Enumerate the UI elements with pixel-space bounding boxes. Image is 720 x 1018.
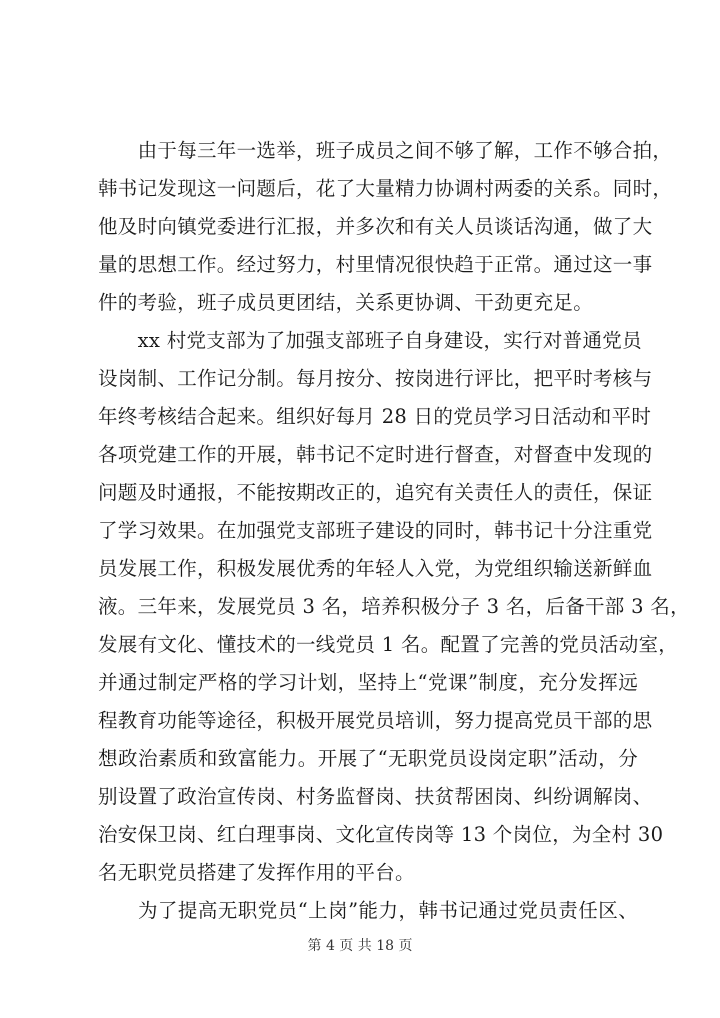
text-line: 由于每三年一选举，班子成员之间不够了解，工作不够合拍， [98, 139, 673, 162]
text-line: xx 村党支部为了加强支部班子自身建设，实行对普通党员 [98, 329, 642, 352]
text-line: 韩书记发现这一问题后，花了大量精力协调村两委的关系。同时， [98, 177, 673, 200]
text-line: 件的考验，班子成员更团结，关系更协调、干劲更充足。 [98, 291, 594, 314]
text-line: 了学习效果。在加强党支部班子建设的同时，韩书记十分注重党 [98, 519, 653, 542]
text-line: 治安保卫岗、红白理事岗、文化宣传岗等 13 个岗位，为全村 30 [98, 823, 664, 846]
body-text [98, 132, 690, 930]
text-line: 液。三年来，发展党员 3 名，培养积极分子 3 名，后备干部 3 名， [98, 595, 690, 618]
text-line: 名无职党员搭建了发挥作用的平台。 [98, 861, 415, 884]
text-line: 发展有文化、懂技术的一线党员 1 名。配置了完善的党员活动室， [98, 633, 679, 656]
text-line: 问题及时通报，不能按期改正的，追究有关责任人的责任，保证 [98, 481, 653, 504]
text-line: 程教育功能等途径，积极开展党员培训，努力提高党员干部的思 [98, 709, 653, 732]
page-footer: 第 4 页 共 18 页 [307, 938, 413, 954]
text-line: 别设置了政治宣传岗、村务监督岗、扶贫帮困岗、纠纷调解岗、 [98, 785, 653, 808]
text-line: 设岗制、工作记分制。每月按分、按岗进行评比，把平时考核与 [98, 367, 653, 390]
text-line: 员发展工作，积极发展优秀的年轻人入党，为党组织输送新鲜血 [98, 557, 653, 580]
text-line: 并通过制定严格的学习计划，坚持上“党课”制度，充分发挥远 [98, 671, 638, 694]
text-line: 想政治素质和致富能力。开展了“无职党员设岗定职”活动，分 [98, 747, 638, 770]
text-line: 年终考核结合起来。组织好每月 28 日的党员学习日活动和平时 [98, 405, 652, 428]
text-line: 量的思想工作。经过努力，村里情况很快趋于正常。通过这一事 [98, 253, 653, 276]
text-line: 他及时向镇党委进行汇报，并多次和有关人员谈话沟通，做了大 [98, 215, 653, 238]
text-line: 为了提高无职党员“上岗”能力，韩书记通过党员责任区、 [98, 899, 638, 922]
text-line: 各项党建工作的开展，韩书记不定时进行督查，对督查中发现的 [98, 443, 653, 466]
